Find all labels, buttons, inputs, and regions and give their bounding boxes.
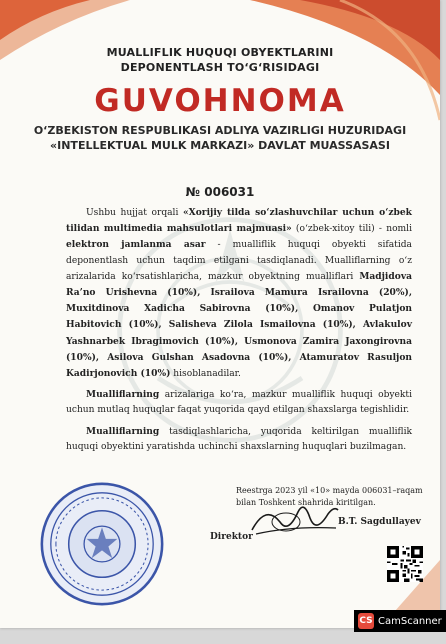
work-type: elektron jamlanma asar xyxy=(66,239,206,251)
org-line-2: «INTELLEKTUAL MULK MARKAZI» DAVLAT MUASSASASI xyxy=(50,139,390,152)
certificate-title: GUVOHNOMA xyxy=(94,83,346,119)
org-line-1: O‘ZBEKISTON RESPUBLIKASI ADLIYA VAZIRLIGI HUZURIDAGI xyxy=(33,124,407,137)
registry-line-2: bilan Toshkent shahrida kiritilgan. xyxy=(236,498,376,507)
camscanner-logo-icon: CS xyxy=(358,613,374,629)
paragraph-1: Ushbu hujjat orqali «Xorijiy tilda so‘zlashuvchilar uchun o‘zbek tilidan multimedia mahsulotlari majmuasi» (o‘zbek-xitoy tili) - nomli elektron jamlanma asar - mualliflik huquqi obyekti sifatida deponentlash uchun taqdim etilgani tasdiqlanadi. Mualliflarning o‘z arizalarida ko‘rsatishlaricha, mazkur obyektning mualliflari Madjidova Ra’no Urishevna (10%), Israilova Mamura Israilovna (20%), Muxitdinova Xadicha Sabirovna (10%), Omanov Pulatjon Habitovich (10%), Salisheva Zilola Ismailovna (10%), Avlakulov Yashnarbek Ibragimovich (10%), Usmonova Zamira Jaxongirovna (10%), Asilova Gulshan Asadovna (10%), Atamuratov Rasuljon Kadirjonovich (10%) hisoblanadilar. xyxy=(66,207,412,380)
header-line-2: DEPONENTLASH TO‘G‘RISIDAGI xyxy=(120,61,320,74)
authors-list: Madjidova Ra’no Urishevna (10%), Israilova Mamura Israilovna (20%), Muxitdinova Xadicha Sabirovna (10%), Omanov Pulatjon Habitovich (10%), Salisheva Zilola Ismailovna (10%), Avlakulov Yashnarbek Ibragimovich (10%), Usmonova Zamira Jaxongirovna (10%), Asilova Gulshan Asadovna (10%), Atamuratov Rasuljon Kadirjonovich (10%) xyxy=(66,270,412,380)
work-title: «Xorijiy tilda so‘zlashuvchilar uchun o‘zbek tilidan multimedia mahsulotlari majmuasi» xyxy=(66,207,412,235)
certificate-number: № 006031 xyxy=(185,185,255,199)
paragraph-3: Mualliflarning tasdiqlashlaricha, yuqorida keltirilgan mualliflik huquqi obyektini yaratishda uchinchi shaxslarning huquqlari buzilmagan. xyxy=(66,425,412,452)
handwritten-signature xyxy=(246,498,341,542)
director-name: B.T. Sagdullayev xyxy=(338,517,421,527)
camscanner-label: CamScanner xyxy=(378,615,442,627)
header-line-1: MUALLIFLIK HUQUQI OBYEKTLARINI xyxy=(106,46,334,59)
camscanner-watermark xyxy=(354,610,446,632)
official-seal-icon xyxy=(38,480,166,608)
qr-code-icon xyxy=(387,546,423,582)
director-label: Direktor xyxy=(210,532,253,542)
registry-line-1: Reestrga 2023 yil «10» mayda 006031–raqam xyxy=(236,486,423,495)
certificate-body xyxy=(66,205,412,460)
paragraph-2: Mualliflarning arizalariga ko‘ra, mazkur mualliflik huquqi obyekti uchun mutlaq huquqlar faqat yuqorida qayd etilgan shaxslarga tegishlidir. xyxy=(66,389,412,416)
